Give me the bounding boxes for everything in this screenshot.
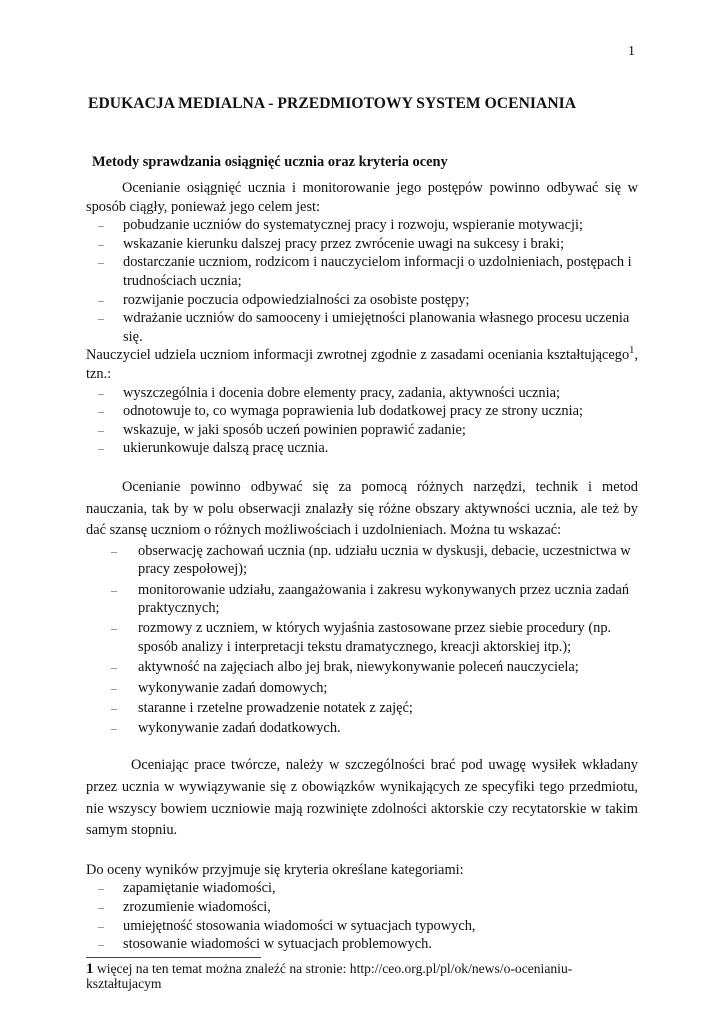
- page-number: 1: [628, 44, 635, 59]
- list-item: – zapamiętanie wiadomości,: [123, 879, 638, 898]
- document-title: EDUKACJA MEDIALNA - PRZEDMIOTOWY SYSTEM OCENIANIA: [88, 95, 577, 112]
- feedback-list: [86, 384, 638, 458]
- footnote-text: więcej na ten temat można znaleźć na stronie: http://ceo.org.pl/pl/ok/news/o-ocenianiu-kształtujacym: [86, 961, 573, 991]
- list-item: – wskazanie kierunku dalszej pracy przez zwrócenie uwagi na sukcesy i braki;: [123, 235, 638, 254]
- list-item: – staranne i rzetelne prowadzenie notatek z zajęć;: [138, 699, 638, 718]
- methods-list: [86, 542, 638, 738]
- methods-paragraph: Ocenianie powinno odbywać się za pomocą różnych narzędzi, technik i metod nauczania, tak by w polu obserwacji znalazły się różne obszary aktywności ucznia, ale też by dać szansę uczniom o różnych możliwościach i uzdolnieniach. Można tu wskazać:: [86, 478, 638, 539]
- list-item: – wykonywanie zadań dodatkowych.: [138, 719, 638, 738]
- list-item: – pobudzanie uczniów do systematycznej pracy i rozwoju, wspieranie motywacji;: [123, 216, 638, 235]
- feedback-text-tail: , tzn.:: [86, 347, 638, 382]
- list-item: – dostarczanie uczniom, rodzicom i nauczycielom informacji o uzdolnieniach, postępach i trudnościach ucznia;: [123, 253, 638, 290]
- document-body: [86, 179, 638, 954]
- list-item: – monitorowanie udziału, zaangażowania i zakresu wykonywanych przez ucznia zadań praktycznych;: [138, 581, 638, 618]
- list-item: – rozwijanie poczucia odpowiedzialności za osobiste postępy;: [123, 291, 638, 310]
- creative-work-paragraph: Oceniając prace twórcze, należy w szczególności brać pod uwagę wysiłek wkładany przez ucznia w wywiązywanie się z obowiązków wynikających ze specyfiki tego przedmiotu, nie wszyscy bowiem uczniowie mają rozwinięte zdolności aktorskie czy recytatorskie w takim samym stopniu.: [86, 757, 638, 839]
- list-item: – wdrażanie uczniów do samooceny i umiejętności planowania własnego procesu uczenia się.: [123, 309, 638, 346]
- list-item: – rozmowy z uczniem, w których wyjaśnia zastosowane przez siebie procedury (np. sposób analizy i interpretacji tekstu dramatycznego, kreacji aktorskiej itp.);: [138, 619, 638, 656]
- feedback-text: Nauczyciel udziela uczniom informacji zwrotnej zgodnie z zasadami oceniania kształtującego: [86, 347, 630, 364]
- feedback-paragraph: [86, 346, 638, 383]
- footnote-mark: 1: [86, 961, 94, 977]
- list-item: – wskazuje, w jaki sposób uczeń powinien poprawić zadanie;: [123, 421, 638, 440]
- criteria-list: [86, 879, 638, 953]
- list-item: – wyszczególnia i docenia dobre elementy pracy, zadania, aktywności ucznia;: [123, 384, 638, 403]
- list-item: – umiejętność stosowania wiadomości w sytuacjach typowych,: [123, 917, 638, 936]
- list-item: – obserwację zachowań ucznia (np. udziału ucznia w dyskusji, debacie, uczestnictwa w pracy zespołowej);: [138, 542, 638, 579]
- goals-list: [86, 216, 638, 346]
- list-item: – odnotowuje to, co wymaga poprawienia lub dodatkowej pracy ze strony ucznia;: [123, 402, 638, 421]
- footnote: [86, 962, 646, 991]
- list-item: – aktywność na zajęciach albo jej brak, niewykonywanie poleceń nauczyciela;: [138, 658, 638, 677]
- list-item: – wykonywanie zadań domowych;: [138, 679, 638, 698]
- footnote-reference: 1: [629, 345, 635, 357]
- footnote-separator: [86, 957, 261, 958]
- list-item: – zrozumienie wiadomości,: [123, 898, 638, 917]
- section-heading: Metody sprawdzania osiągnięć ucznia oraz kryteria oceny: [92, 154, 448, 170]
- intro-paragraph: Ocenianie osiągnięć ucznia i monitorowanie jego postępów powinno odbywać się w sposób ciągły, ponieważ jego celem jest:: [86, 180, 638, 215]
- list-item: – stosowanie wiadomości w sytuacjach problemowych.: [123, 935, 638, 954]
- list-item: – ukierunkowuje dalszą pracę ucznia.: [123, 439, 638, 458]
- criteria-paragraph: Do oceny wyników przyjmuje się kryteria określane kategoriami:: [86, 861, 464, 878]
